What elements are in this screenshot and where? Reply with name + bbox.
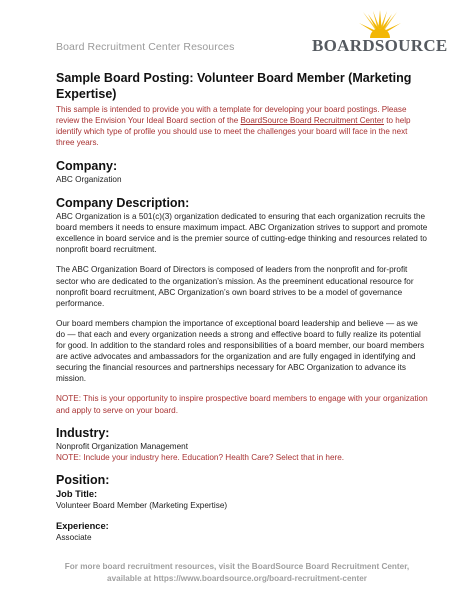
industry-heading: Industry: bbox=[56, 425, 110, 440]
company-value: ABC Organization bbox=[56, 175, 122, 184]
industry-value: Nonprofit Organization Management bbox=[56, 441, 188, 451]
intro-note bbox=[56, 104, 428, 148]
job-title-value: Volunteer Board Member (Marketing Expertise) bbox=[56, 500, 228, 510]
description-paragraph-1: ABC Organization is a 501(c)(3) organization dedicated to ensuring that each organization recruits the board members it needs to ensure maximum impact. ABC Organization strives to support and promote excellence in board service and is the premier source of cutting-edge thinking and resources related to nonprofit board recruitment. bbox=[56, 212, 428, 255]
experience-value: Associate bbox=[56, 532, 92, 542]
description-note: NOTE: This is your opportunity to inspire prospective board members to engage with your organization and apply to serve on your board. bbox=[56, 394, 428, 415]
document-title: Sample Board Posting: Volunteer Board Member (Marketing Expertise) bbox=[56, 71, 412, 101]
board-recruitment-center-link[interactable]: BoardSource Board Recruitment Center bbox=[240, 116, 384, 125]
company-heading: Company: bbox=[56, 159, 118, 173]
job-title-label: Job Title: bbox=[56, 488, 98, 499]
description-paragraph-3: Our board members champion the importance of exceptional board leadership and believe — as we do — that each and every organization needs a strong and effective board to fully realize its potential for good. In addition to the standard roles and responsibilities of a board member, our board members are active advocates and ambassadors for the organization and are fully engaged in identifying and securing the financial resources and partnerships necessary for ABC Organization to advance its mission. bbox=[56, 318, 425, 384]
description-paragraph-2: The ABC Organization Board of Directors is composed of leaders from the nonprofit and for-profit sector who are dedicated to the organization’s mission. As the preeminent educational resource for nonprofit board recruitment, ABC Organization’s own board strives to be a model of governance performance. bbox=[56, 265, 414, 308]
footer-line-2: available at https://www.boardsource.org/board-recruitment-center bbox=[107, 574, 367, 583]
experience-label: Experience: bbox=[56, 520, 109, 531]
intro-text-start: This sample is intended to provide you with a template for developing your board postings. Please review the Envision Your Ideal Board section of the bbox=[56, 105, 407, 125]
page-footer bbox=[40, 561, 434, 585]
position-heading: Position: bbox=[56, 472, 110, 487]
industry-note: NOTE: Include your industry here. Education? Health Care? Select that in here. bbox=[56, 452, 345, 462]
document-content bbox=[56, 70, 428, 543]
header-resource-label: Board Recruitment Center Resources bbox=[56, 41, 235, 53]
logo-wordmark: BOARDSOURCE bbox=[312, 36, 448, 55]
footer-line-1: For more board recruitment resources, visit the BoardSource Board Recruitment Center, bbox=[64, 562, 410, 571]
company-description-heading: Company Description: bbox=[56, 196, 190, 211]
intro-text-end: to help identify which type of profile you should use to meet the challenges your board will face in the next three years. bbox=[56, 116, 411, 147]
boardsource-logo bbox=[312, 10, 448, 58]
